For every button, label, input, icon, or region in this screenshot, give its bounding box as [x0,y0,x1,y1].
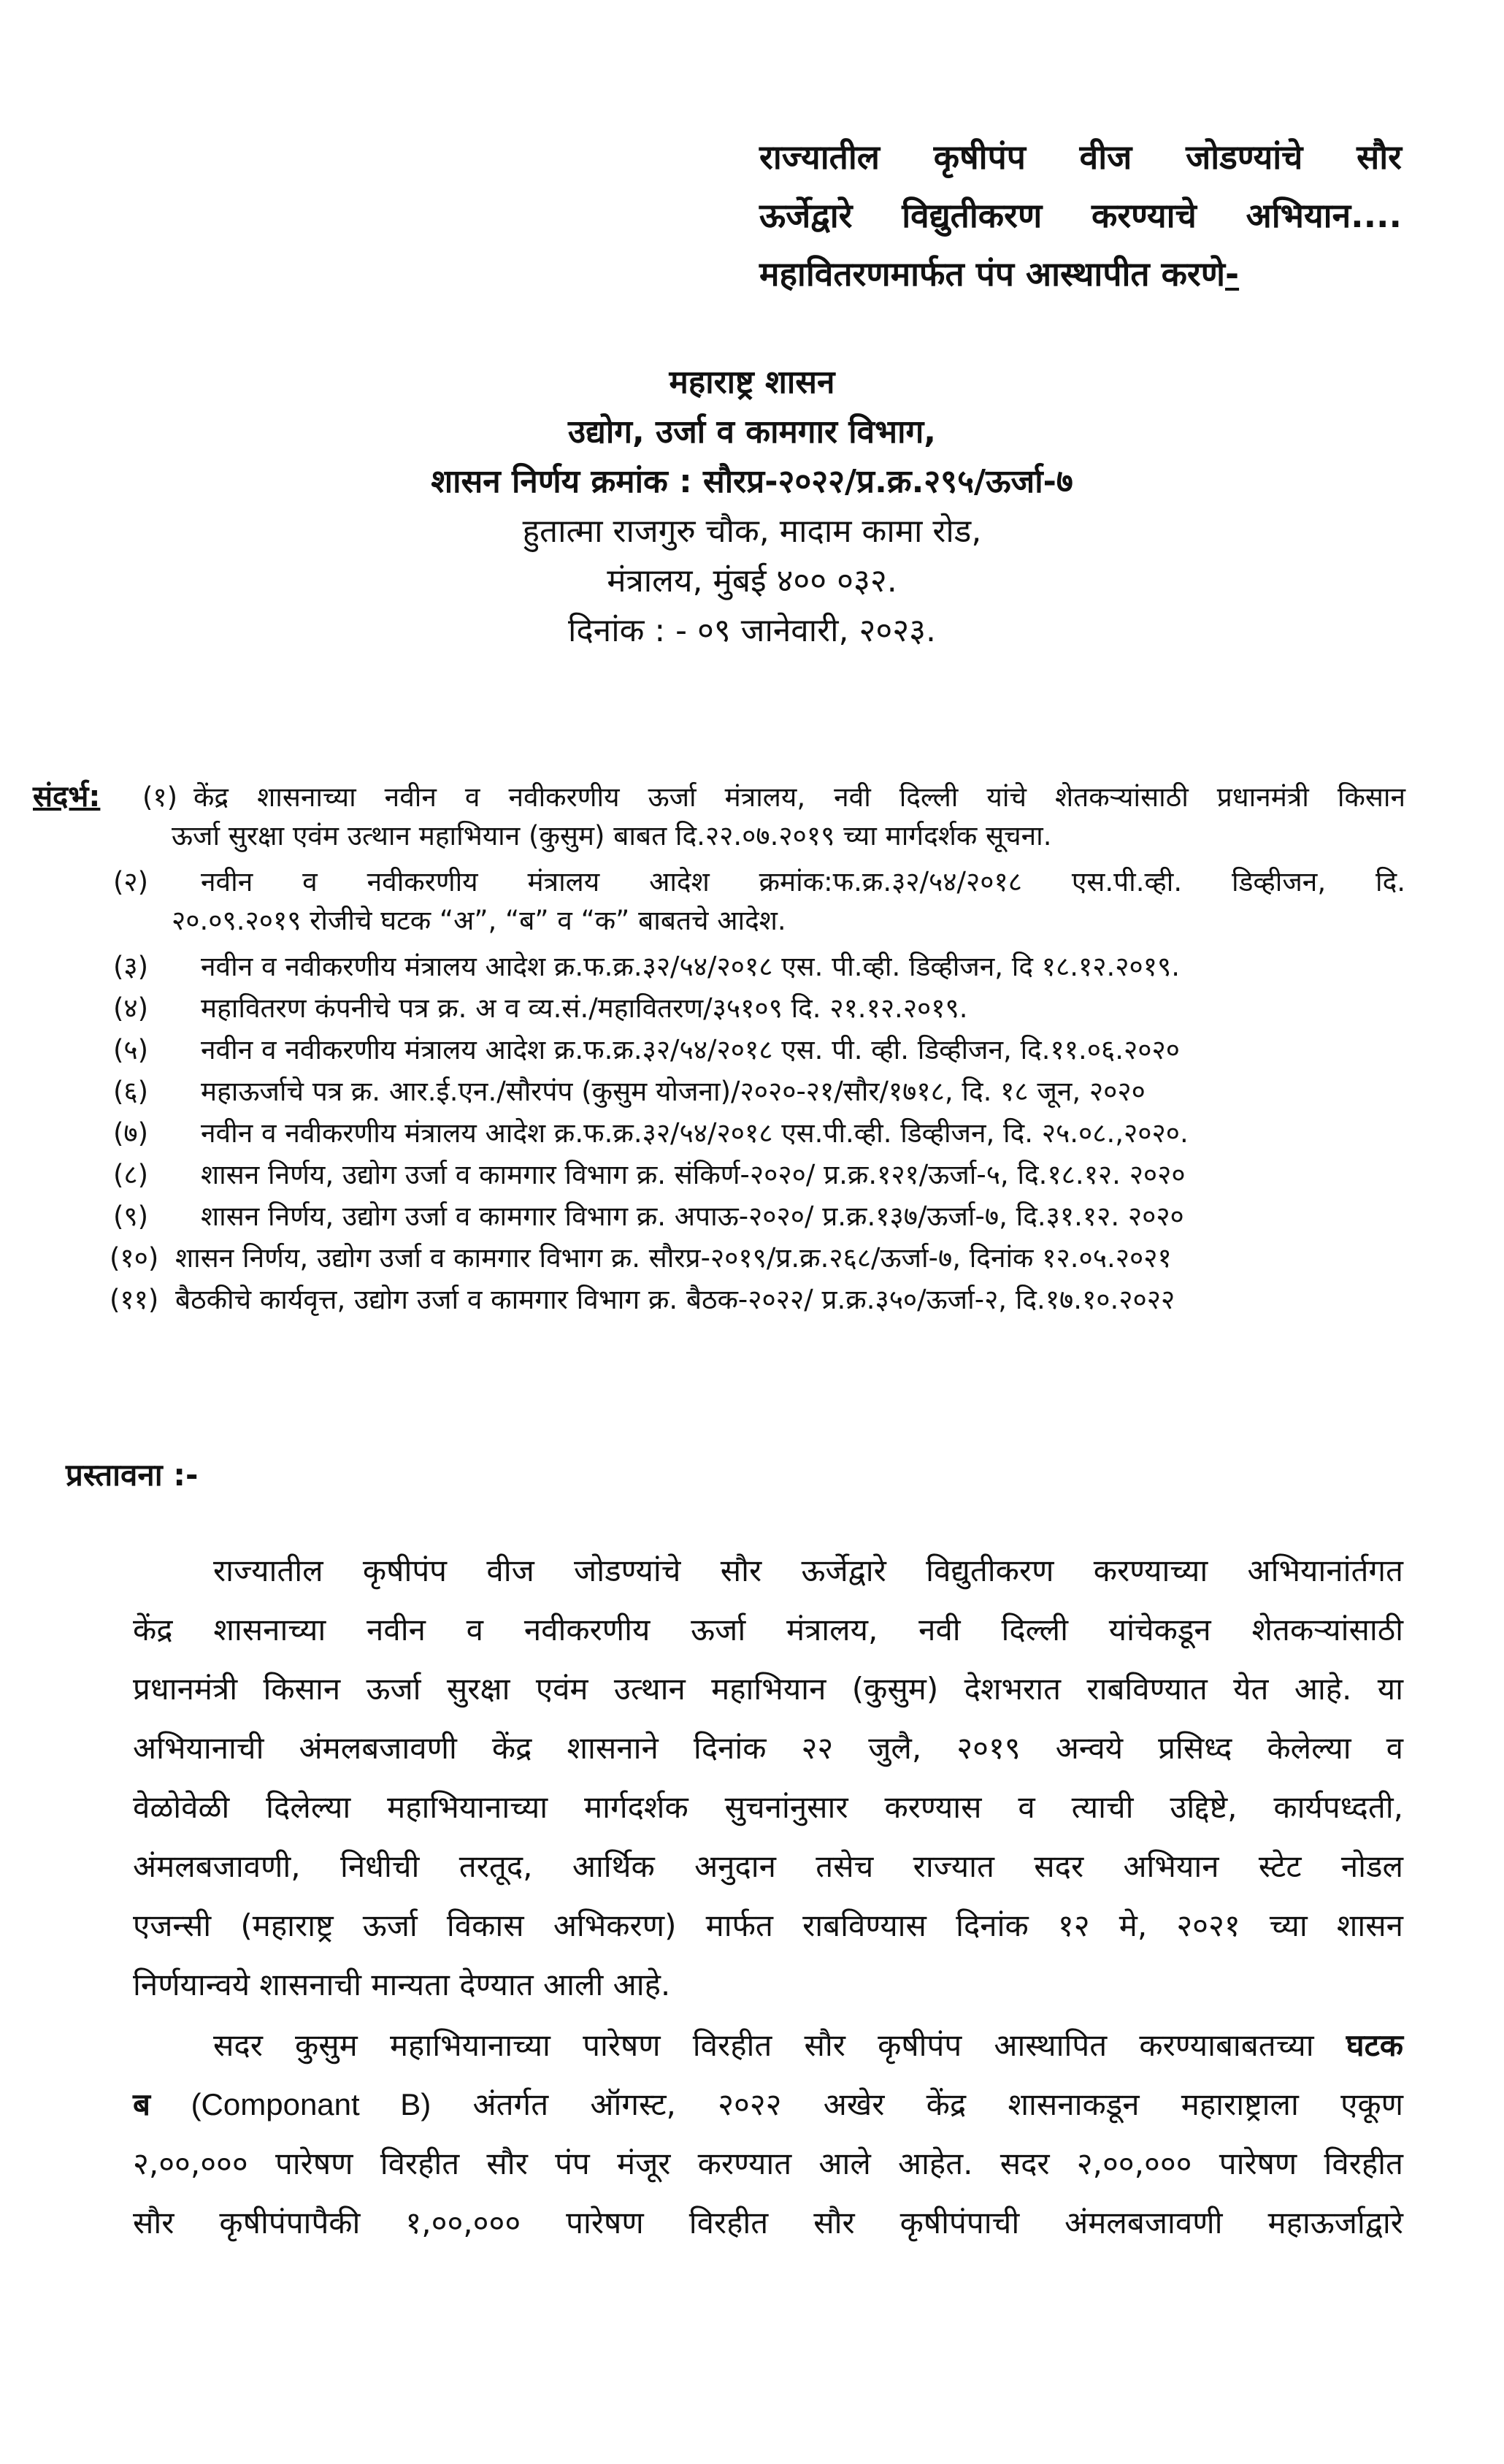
department-name: उद्योग, उर्जा व कामगार विभाग, [568,413,936,451]
reference-text: नवीन व नवीकरणीय मंत्रालय आदेश क्र.फ.क्र.३२/५४/२०१८ एस. पी.व्ही. डिव्हीजन, दि १८.१२.२०१९. [201,951,1180,982]
gr-number: शासन निर्णय क्रमांक : सौरप्र-२०२२/प्र.क्र.२९५/ऊर्जा-७ [431,463,1073,500]
reference-text: ऊर्जा सुरक्षा एवंम उत्थान महाभियान (कुसुम) बाबत दि.२२.०७.२०१९ च्या मार्गदर्शक सूचना. [172,820,1052,852]
address-line-2: मंत्रालय, मुंबई ४०० ०३२. [607,562,897,600]
reference-text: नवीन व नवीकरणीय मंत्रालय आदेश क्रमांक:फ.क्र.३२/५४/२०१८ एस.पी.व्ही. डिव्हीजन, दि. [201,866,1405,898]
para2-line [133,2075,1403,2134]
subject-line-3 [759,245,1402,303]
address-line-1: हुतात्मा राजगुरु चौक, मादाम कामा रोड, [522,513,982,550]
references-list [33,778,1405,1319]
subject-line-3-text: महावितरणमार्फत पंप आस्थापीत करणे [759,254,1225,294]
reference-item [33,947,1405,986]
subject-block [759,128,1402,303]
para1-line: एजन्सी (महाराष्ट्र ऊर्जा विकास अभिकरण) मार्फत राबविण्यास दिनांक १२ मे, २०२१ च्या शासन [133,1908,1403,1943]
para2-line: सौर कृषीपंपापैकी १,००,००० पारेषण विरहीत सौर कृषीपंपाची अंमलबजावणी महाऊर्जाद्वारे [133,2205,1403,2241]
reference-text: केंद्र शासनाच्या नवीन व नवीकरणीय ऊर्जा मंत्रालय, नवी दिल्ली यांचे शेतकऱ्यांसाठी प्रधानमंत्री किसान [193,781,1405,813]
component-label: घटक [1346,2027,1403,2063]
reference-number: (९) [113,1201,149,1232]
reference-text: नवीन व नवीकरणीय मंत्रालय आदेश क्र.फ.क्र.३२/५४/२०१८ एस.पी.व्ही. डिव्हीजन, दि. २५.०८.,२०२०. [201,1117,1189,1149]
para1-line: अभियानाची अंमलबजावणी केंद्र शासनाने दिनांक २२ जुलै, २०१९ अन्वये प्रसिध्द केलेल्या व [133,1730,1403,1766]
reference-text: २०.०९.२०१९ रोजीचे घटक “अ”, “ब” व “क” बाबतचे आदेश. [172,905,786,936]
reference-item [33,1280,1405,1319]
reference-number: (८) [113,1159,149,1190]
reference-item [33,989,1405,1028]
reference-item [33,1239,1405,1277]
reference-item [33,1114,1405,1152]
reference-number: (५) [113,1034,149,1065]
para1-line: अंमलबजावणी, निधीची तरतूद, आर्थिक अनुदान तसेच राज्यात सदर अभियान स्टेट नोडल [133,1848,1403,1884]
references-label: संदर्भ: [33,780,101,814]
reference-item [33,1197,1405,1236]
reference-number: (११) [110,1284,159,1315]
reference-text: शासन निर्णय, उद्योग उर्जा व कामगार विभाग क्र. संकिर्ण-२०२०/ प्र.क्र.१२१/ऊर्जा-५, दि.१८.१२. २०२० [201,1159,1186,1190]
reference-item [33,1072,1405,1111]
reference-number: (४) [113,992,149,1024]
gr-header [0,358,1504,656]
para1-line: राज्यातील कृषीपंप वीज जोडण्यांचे सौर ऊर्जेद्वारे विद्युतीकरण करण्याच्या अभियानांर्तगत [213,1553,1403,1588]
subject-line-3-dash: - [1225,254,1240,294]
reference-item [33,778,1405,855]
reference-text: नवीन व नवीकरणीय मंत्रालय आदेश क्र.फ.क्र.३२/५४/२०१८ एस. पी. व्ही. डिव्हीजन, दि.११.०६.२०२० [201,1034,1180,1065]
reference-number: (१) [142,781,178,813]
reference-item [33,1155,1405,1194]
component-english: (Componant B) [150,2087,431,2121]
gr-date: दिनांक : - ०९ जानेवारी, २०२३. [568,612,936,649]
para2-line [133,2016,1403,2075]
preamble-paragraph-2 [133,2016,1403,2252]
para1-line: निर्णयान्वये शासनाची मान्यता देण्यात आली आहे. [133,1967,671,2002]
reference-text: शासन निर्णय, उद्योग उर्जा व कामगार विभाग क्र. अपाऊ-२०२०/ प्र.क्र.१३७/ऊर्जा-७, दि.३१.१२. २०२० [201,1201,1184,1232]
reference-text: बैठकीचे कार्यवृत्त, उद्योग उर्जा व कामगार विभाग क्र. बैठक-२०२२/ प्र.क्र.३५०/ऊर्जा-२, दि.१७.१०.२०२२ [175,1284,1175,1315]
para1-line: केंद्र शासनाच्या नवीन व नवीकरणीय ऊर्जा मंत्रालय, नवी दिल्ली यांचेकडून शेतकऱ्यांसाठी [133,1612,1403,1648]
reference-item [33,1030,1405,1069]
para1-line: प्रधानमंत्री किसान ऊर्जा सुरक्षा एवंम उत्थान महाभियान (कुसुम) देशभरात राबविण्यात येत आहे. या [133,1671,1403,1707]
component-letter: ब [133,2086,150,2122]
para1-line: वेळोवेळी दिलेल्या महाभियानाच्या मार्गदर्शक सुचनांनुसार करण्यास व त्याची उद्दिष्टे, कार्यपध्दती, [133,1789,1403,1825]
reference-text: महाऊर्जाचे पत्र क्र. आर.ई.एन./सौरपंप (कुसुम योजना)/२०२०-२१/सौर/१७१८, दि. १८ जून, २०२० [201,1076,1146,1107]
reference-text: महावितरण कंपनीचे पत्र क्र. अ व व्य.सं./महावितरण/३५१०९ दि. २१.१२.२०१९. [201,992,968,1024]
para2-line2-text: अंतर्गत ऑगस्ट, २०२२ अखेर केंद्र शासनाकडून महाराष्ट्राला एकूण [431,2086,1403,2122]
reference-number: (७) [113,1117,149,1149]
subject-line-2: ऊर्जेद्वारे विद्युतीकरण करण्याचे अभियान.... [759,196,1402,235]
preamble-heading: प्रस्तावना :- [66,1457,199,1493]
reference-item [33,862,1405,940]
reference-number: (२) [113,866,149,898]
para2-line1-text: सदर कुसुम महाभियानाच्या पारेषण विरहीत सौर कृषीपंप आस्थापित करण्याबाबतच्या [213,2027,1346,2063]
reference-number: (३) [113,951,149,982]
reference-number: (१०) [110,1242,159,1274]
preamble-paragraph-1 [133,1541,1403,2014]
subject-line-1: राज्यातील कृषीपंप वीज जोडण्यांचे सौर [759,137,1402,177]
govt-name: महाराष्ट्र शासन [669,364,835,401]
reference-number: (६) [113,1076,149,1107]
para2-line: २,००,००० पारेषण विरहीत सौर पंप मंजूर करण्यात आले आहेत. सदर २,००,००० पारेषण विरहीत [133,2146,1403,2181]
reference-text: शासन निर्णय, उद्योग उर्जा व कामगार विभाग क्र. सौरप्र-२०१९/प्र.क्र.२६८/ऊर्जा-७, दिनांक १२.०५.२०२१ [175,1242,1172,1274]
